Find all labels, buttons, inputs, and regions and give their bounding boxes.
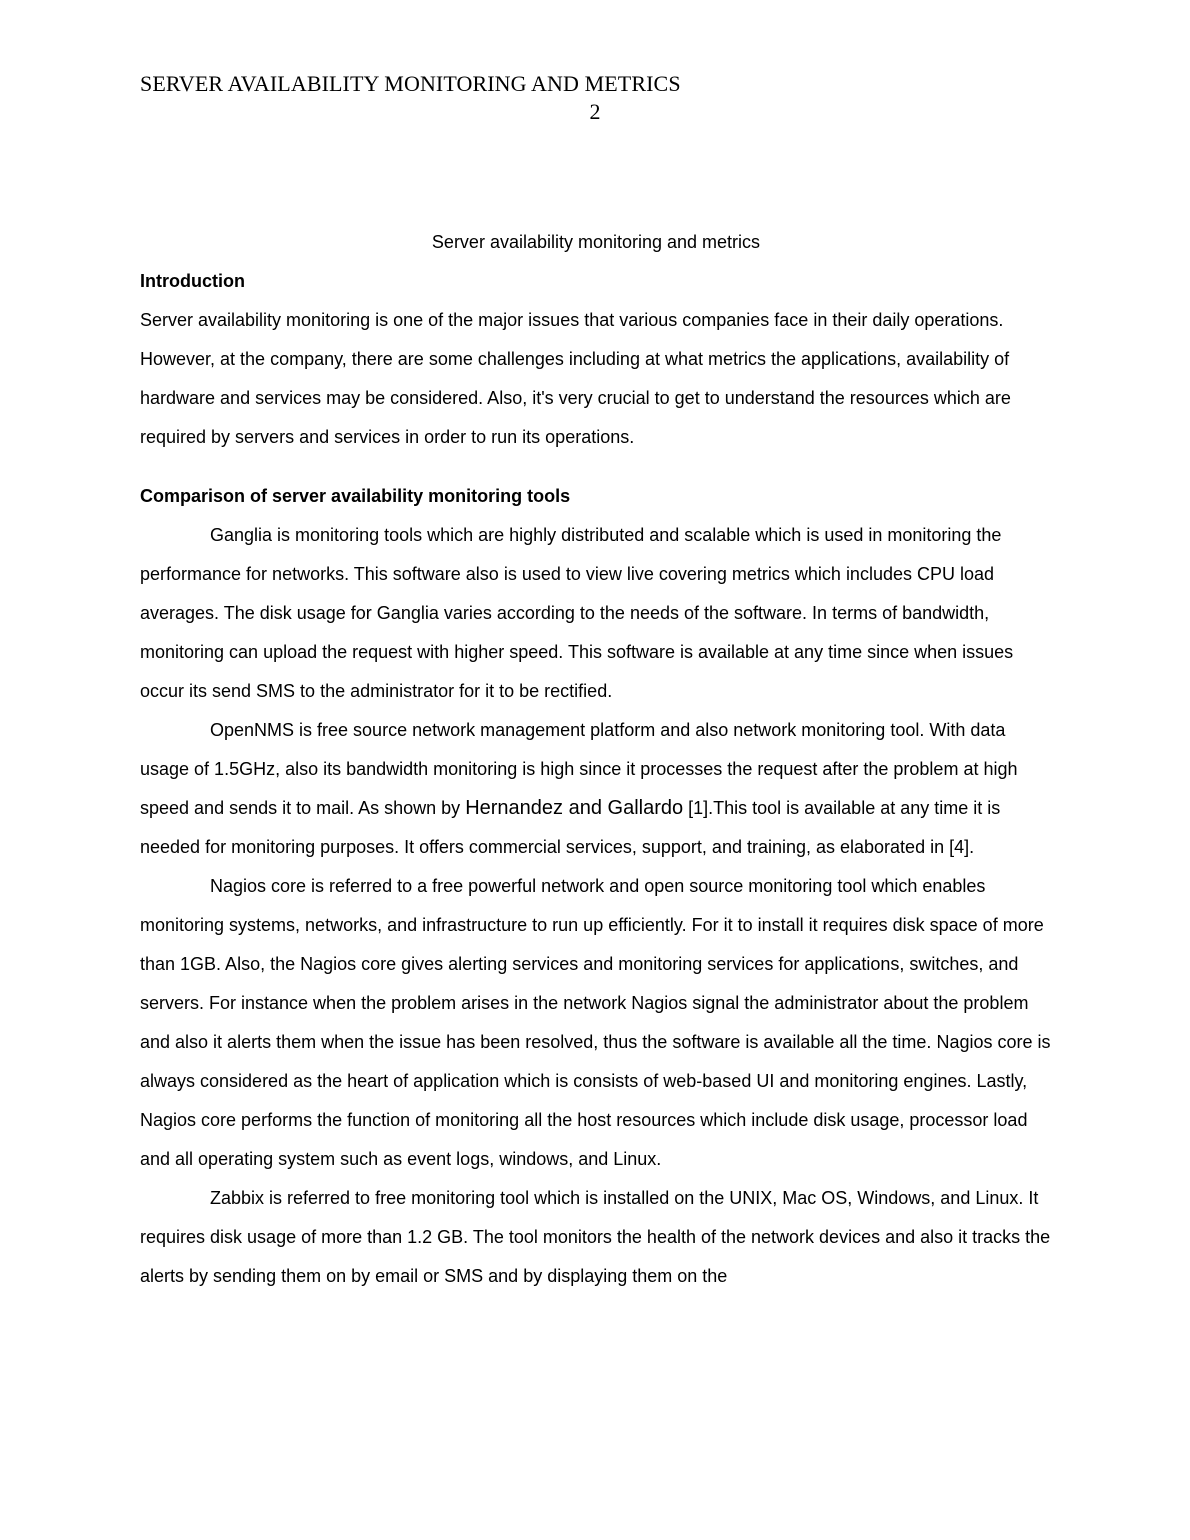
citation-authors: Hernandez and Gallardo xyxy=(465,797,684,819)
nagios-paragraph: Nagios core is referred to a free powerful network and open source monitoring tool which enables monitoring systems, networks, and infrastructure to run up efficiently. For it to install it requires disk space of more than 1GB. Also, the Nagios core gives alerting services and monitoring services for applications, switches, and servers. For instance when the problem arises in the network Nagios signal the administrator about the problem and also it alerts them when the issue has been resolved, thus the software is available all the time. Nagios core is always considered as the heart of application which is consists of web-based UI and monitoring engines. Lastly, Nagios core performs the function of monitoring all the host resources which include disk usage, processor load and all operating system such as event logs, windows, and Linux. xyxy=(140,876,1051,1169)
opennms-paragraph xyxy=(140,711,1052,867)
introduction-heading: Introduction xyxy=(140,271,245,291)
zabbix-paragraph: Zabbix is referred to free monitoring tool which is installed on the UNIX, Mac OS, Windows, and Linux. It requires disk usage of more than 1.2 GB. The tool monitors the health of the network devices and also it tracks the alerts by sending them on by email or SMS and by displaying them on the xyxy=(140,1188,1051,1286)
opennms-text-end: [1].This tool is available at any time it is needed for monitoring purposes. It offers commercial services, support, and training, as elaborated in [4]. xyxy=(140,798,1001,857)
ganglia-paragraph: Ganglia is monitoring tools which are highly distributed and scalable which is used in monitoring the performance for networks. This software also is used to view live covering metrics which includes CPU load averages. The disk usage for Ganglia varies according to the needs of the software. In terms of bandwidth, monitoring can upload the request with higher speed. This software is available at any time since when issues occur its send SMS to the administrator for it to be rectified. xyxy=(140,525,1014,701)
page-number: 2 xyxy=(589,99,601,124)
document-title: Server availability monitoring and metrics xyxy=(431,232,761,252)
running-head: SERVER AVAILABILITY MONITORING AND METRICS xyxy=(140,71,681,96)
comparison-heading: Comparison of server availability monitoring tools xyxy=(140,486,571,506)
opennms-text-start: OpenNMS is free source network management platform and also network monitoring tool. With data usage of 1.5GHz, also its bandwidth monitoring is high since it processes the request after the problem at high speed and sends it to mail. As shown by xyxy=(140,720,1018,818)
document-body xyxy=(140,228,1052,1296)
introduction-paragraph: Server availability monitoring is one of the major issues that various companies face in their daily operations. However, at the company, there are some challenges including at what metrics the applications, availability of hardware and services may be considered. Also, it's very crucial to get to understand the resources which are required by servers and services in order to run its operations. xyxy=(140,310,1011,447)
section-spacer xyxy=(140,457,1052,477)
